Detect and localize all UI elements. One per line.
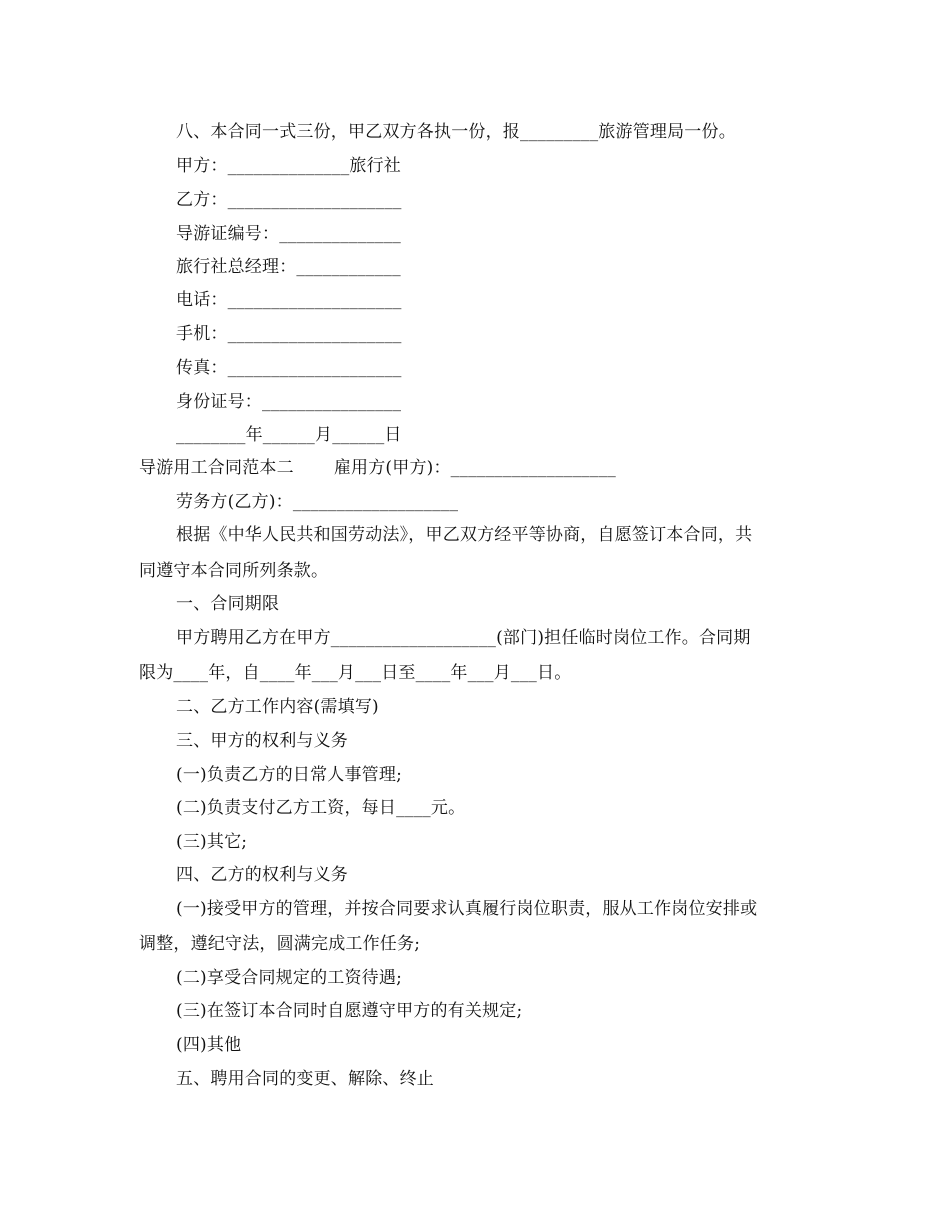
- section-3-item-2: (二)负责支付乙方工资，每日____元。: [176, 798, 466, 818]
- guide-license-field: 导游证编号：______________: [176, 224, 401, 244]
- section-3-item-3: (三)其它;: [176, 832, 248, 852]
- section-4-title: 四、乙方的权利与义务: [176, 865, 348, 885]
- section-5-title: 五、聘用合同的变更、解除、终止: [176, 1069, 434, 1089]
- section-3-title: 三、甲方的权利与义务: [176, 731, 348, 751]
- section-4-item-1-line-1: (一)接受甲方的管理，并按合同要求认真履行岗位职责，服从工作岗位安排或: [176, 899, 758, 919]
- clause-8: 八、本合同一式三份，甲乙双方各执一份，报_________旅游管理局一份。: [176, 122, 736, 142]
- laborer-field: 劳务方(乙方)：___________________: [176, 492, 459, 512]
- fax-field: 传真：____________________: [176, 358, 402, 378]
- section-1-paragraph-line-1: 甲方聘用乙方在甲方___________________(部门)担任临时岗位工作。合同期: [176, 628, 751, 648]
- employer-field: 雇用方(甲方)：___________________: [333, 458, 616, 478]
- date-line: ________年______月______日: [176, 425, 402, 445]
- party-a-field: 甲方：______________旅行社: [176, 156, 401, 176]
- party-b-field: 乙方：____________________: [176, 190, 402, 210]
- agency-manager-field: 旅行社总经理：____________: [176, 257, 401, 277]
- phone-field: 电话：____________________: [176, 290, 402, 310]
- preamble-line-2: 同遵守本合同所列条款。: [139, 561, 329, 581]
- sample2-title: 导游用工合同范本二: [139, 458, 294, 478]
- id-number-field: 身份证号：________________: [176, 392, 402, 412]
- section-4-item-2: (二)享受合同规定的工资待遇;: [176, 968, 402, 988]
- preamble-line-1: 根据《中华人民共和国劳动法》，甲乙双方经平等协商，自愿签订本合同，共: [176, 525, 753, 545]
- section-3-item-1: (一)负责乙方的日常人事管理;: [176, 765, 402, 785]
- section-2-title: 二、乙方工作内容(需填写): [176, 697, 379, 717]
- section-4-item-3: (三)在签订本合同时自愿遵守甲方的有关规定;: [176, 1001, 523, 1021]
- sample2-heading-line: [139, 457, 616, 479]
- mobile-field: 手机：____________________: [176, 324, 402, 344]
- section-1-title: 一、合同期限: [176, 594, 280, 614]
- section-1-paragraph-line-2: 限为____年，自____年___月___日至____年___月___日。: [139, 663, 572, 683]
- section-4-item-1-line-2: 调整，遵纪守法，圆满完成工作任务;: [139, 934, 421, 954]
- section-4-item-4: (四)其他: [176, 1035, 242, 1055]
